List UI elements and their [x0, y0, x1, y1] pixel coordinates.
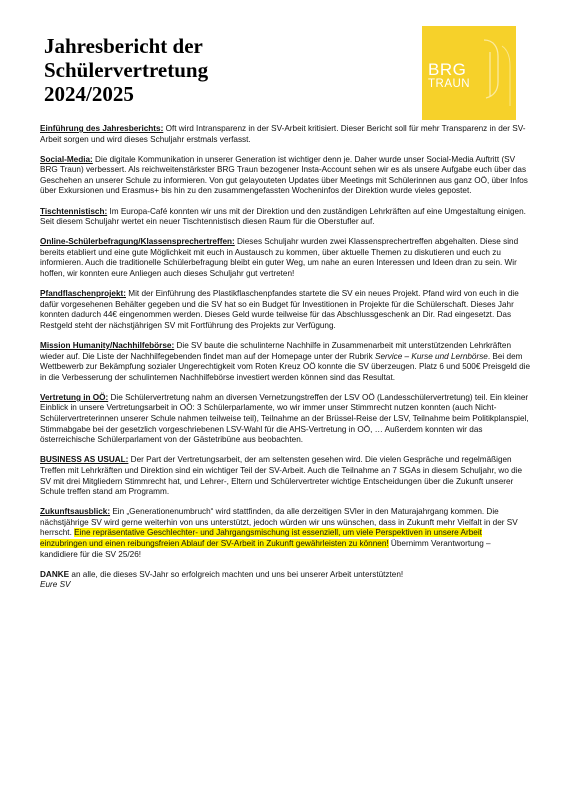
section-heading: Social-Media:	[40, 154, 93, 164]
signature: Eure SV	[40, 580, 71, 590]
section-heading: Zukunftsausblick:	[40, 507, 111, 517]
section-heading: BUSINESS AS USUAL:	[40, 455, 129, 465]
section-text: Oft wird Intransparenz in der SV-Arbeit kritisiert. Dieser Bericht soll für mehr Transparenz in der SV-Arbeit sorgen und wird dieses Schuljahr erstmals verfasst.	[40, 124, 526, 144]
report-body	[40, 124, 530, 600]
section-text-italic: Service – Kurse und Lernbörse	[374, 351, 488, 361]
section-text: Die SV baute die schulinterne Nachhilfe in Zusammenarbeit mit unterstützenden Lehrkräften wieder auf. Die Liste der Nachhilfegebenden findet man auf der Homepage unter der Rubrik	[40, 341, 511, 361]
section-survey	[40, 237, 530, 279]
section-deposit-project	[40, 289, 530, 331]
title-line-2: Schülervertretung	[44, 58, 209, 82]
section-heading: Mission Humanity/Nachhilfebörse:	[40, 341, 175, 350]
section-mission-humanity	[40, 341, 530, 383]
section-text: Übernimm Verantwortung – kandidiere für die SV 25/26!	[40, 539, 491, 559]
section-text: Der Part der Vertretungsarbeit, der am seltensten gesehen wird. Die vielen Gespräche und regelmäßigen Treffen mit Lehrkräften und Direktion sind ein wichtiger Teil der SV-Arbeit. Auch die Teilnahme an 7 SGAs in diesem Schuljahr, wo die SV mit drei Mitgliedern Stimmrecht hat, und Lehrer-, Eltern und Schülervertreter wichtige Entscheidungen über die Zukunft unserer Schule treffen stand am Programm.	[40, 455, 523, 497]
section-heading: Online-Schülerbefragung/Klassensprechertreffen:	[40, 237, 235, 247]
logo-text	[428, 62, 470, 92]
section-intro	[40, 124, 530, 145]
title-line-1: Jahresbericht der	[44, 34, 203, 58]
section-text: Die Schülervertretung nahm an diversen Vernetzungstreffen der LSV OÖ (Landesschülervertretung) teil. Ein kleiner Einblick in unsere Vertretungsarbeit in OÖ: 3 Schülerparlamente, wo wir immer unser Stimmrecht nutzen konnten (auch Nicht-Schülervertreterinnen unserer Schule nahmen teilweise teil), Teilnahme an der Brüssel-Reise der LSV, Teilnahme beim Politikplanspiel, Stimmabgabe bei der gesetzlich vorgeschriebenen LSV-Wahl für die AHS-Vertretung in OÖ, … Außerdem konnten wir das österreichische Schülerparlament von der Gästetribüne aus beobachten.	[40, 392, 529, 445]
section-text: . Bei dem Wettbewerb zur Bekämpfung sozialer Ungerechtigkeit vom Roten Kreuz OÖ konnte die SV überzeugen. Platz 6 und 500€ Preisgeld die in die Verbesserung der schulinternen Nachhilfebörse investiert werden können sind das Resultat.	[40, 351, 531, 382]
school-logo	[422, 26, 516, 120]
logo-traun-text: TRAUN	[428, 78, 471, 90]
section-table-tennis	[40, 207, 530, 228]
section-heading: Pfandflaschenprojekt:	[40, 289, 126, 299]
section-heading: Einführung des Jahresberichts:	[40, 124, 164, 133]
section-text: Im Europa-Café konnten wir uns mit der Direktion und den zuständigen Lehrkräften auf eine Umgestaltung einigen. Seit diesem Schuljahr wertet ein neuer Tischtennistisch diesen Raum für die Oberstufler auf.	[40, 206, 526, 227]
document-title	[44, 34, 374, 106]
section-text: an alle, die dieses SV-Jahr so erfolgreich machten und uns bei unserer Arbeit unterstützten!	[69, 569, 404, 579]
section-social-media	[40, 155, 530, 197]
logo-brg-text: BRG	[428, 60, 467, 79]
section-heading: Tischtennistisch:	[40, 206, 108, 216]
section-text: Dieses Schuljahr wurden zwei Klassensprechertreffen abgehalten. Diese sind bereits etabliert und eine gute Möglichkeit mit euch in Austausch zu kommen, über aktuelle Themen zu diskutieren und euch zu informieren. Auch die traditionelle Schülerbefragung bleibt ein guter Weg, um nahe an euren Interessen und Ideen dran zu sein. Wir hoffen, wir konnten eure Anliegen auch dieses Schuljahr gut vertreten!	[40, 237, 519, 279]
section-business	[40, 455, 530, 497]
section-thanks	[40, 570, 530, 591]
thanks-heading: DANKE	[40, 569, 70, 579]
section-text: Die digitale Kommunikation in unserer Generation ist wichtiger denn je. Daher wurde unser Social-Media Auftritt (SV BRG Traun) verbessert. Als reichweitenstärkster BRG Traun bezogener Insta-Account sehen wir es als unsere Aufgabe euch über das Geschehen an unserer Schule zu informieren. Von gut gelayouteten Updates über Meetings mit Schülerinnen aus ganz OÖ, über Infos über Exkursionen und Erasmus+ bis hin zu den zusammengefassten Wocheninfos der Direktion wurde vieles gepostet.	[40, 154, 528, 196]
section-outlook	[40, 507, 530, 560]
section-text: Ein „Generationenumbruch“ wird stattfinden, da alle derzeitigen SVler in den Maturajahrgang kommen. Die nächstjährige SV wird gerne weiterhin von uns unterstützt, jedoch würden wir uns wünschen, dass in Zukunft mehr Vielfalt in der SV herrscht.	[40, 507, 518, 538]
title-line-3: 2024/2025	[44, 82, 134, 106]
section-network	[40, 393, 530, 446]
section-heading: Vertretung in OÖ:	[40, 392, 109, 402]
highlighted-text: Eine repräsentative Geschlechter- und Jahrgangsmischung ist essenziell, um viele Perspektiven in unsere Arbeit einzubringen und einen reibungsfreien Ablauf der SV-Arbeit in Zukunft gewährleisten zu können!	[40, 528, 482, 548]
section-text: Mit der Einführung des Plastikflaschenpfandes startete die SV ein neues Projekt. Pfand wird von euch in die dafür vorgesehenen Behälter gegeben und die SV hat so ein Budget für Investitionen in Projekte für die Schülerschaft. Dieses Jahr konnten dadurch 44€ eingenommen werden. Dieses Geld wurde teilweise für das Abschlussgeschenk an Dir. Rad eingesetzt. Das Restgeld steht der nächstjährigen SV mit Fortführung des Projekts zur Verfügung.	[40, 289, 519, 330]
